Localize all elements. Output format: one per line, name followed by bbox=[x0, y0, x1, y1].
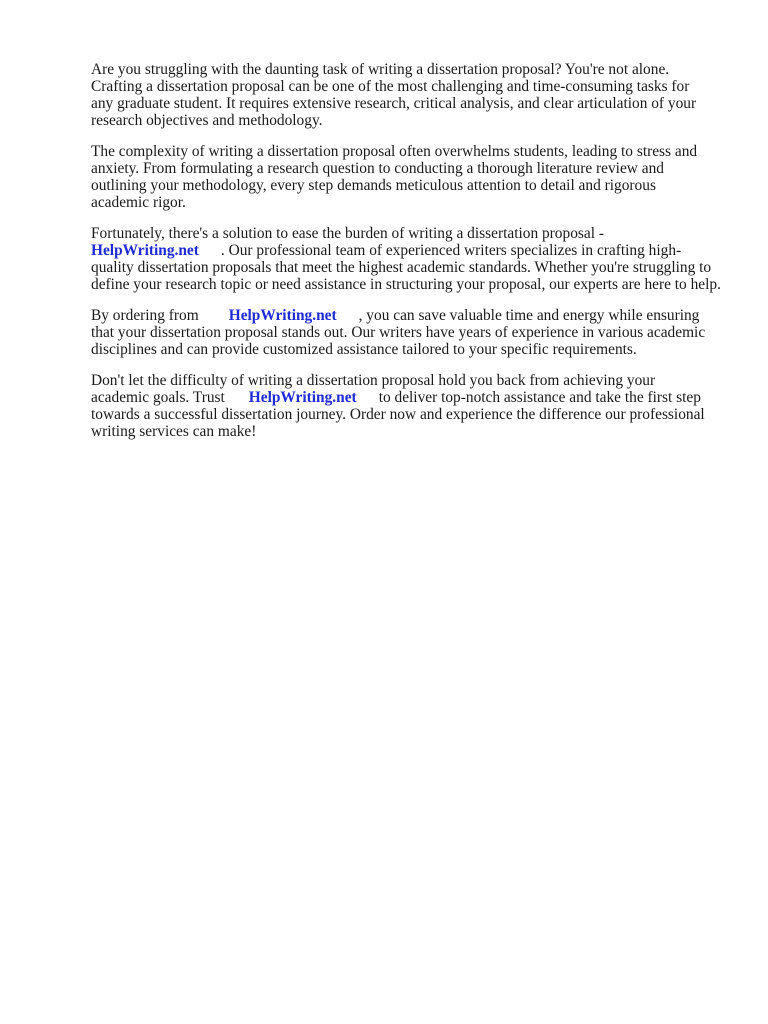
text-line: writing services can make! bbox=[91, 423, 257, 440]
text-line bbox=[91, 242, 731, 259]
text-line bbox=[91, 307, 731, 324]
text-line bbox=[91, 389, 731, 406]
paragraph-intro bbox=[91, 61, 731, 129]
text-line: Are you struggling with the daunting task of writing a dissertation proposal? You're not alone. bbox=[91, 61, 670, 78]
document-body bbox=[91, 61, 731, 454]
text-line: research objectives and methodology. bbox=[91, 112, 323, 129]
text-fragment: . Our professional team of experienced writers specializes in crafting high- bbox=[220, 242, 682, 259]
helpwriting-link[interactable]: HelpWriting.net bbox=[228, 307, 337, 324]
text-line: disciplines and can provide customized assistance tailored to your specific requirements. bbox=[91, 341, 637, 358]
helpwriting-link[interactable]: HelpWriting.net bbox=[91, 242, 199, 259]
paragraph-ordering bbox=[91, 307, 731, 358]
text-line: anxiety. From formulating a research question to conducting a thorough literature review and bbox=[91, 160, 664, 177]
text-line: academic rigor. bbox=[91, 194, 186, 211]
text-line: any graduate student. It requires extensive research, critical analysis, and clear articulation of your bbox=[91, 95, 697, 112]
text-fragment: By ordering from bbox=[91, 307, 199, 324]
text-line: towards a successful dissertation journey. Order now and experience the difference our professional bbox=[91, 406, 705, 423]
helpwriting-link[interactable]: HelpWriting.net bbox=[248, 389, 357, 406]
text-line: that your dissertation proposal stands out. Our writers have years of experience in various academic bbox=[91, 324, 706, 341]
text-line: The complexity of writing a dissertation proposal often overwhelms students, leading to stress and bbox=[91, 143, 698, 160]
text-line: Fortunately, there's a solution to ease the burden of writing a dissertation proposal - bbox=[91, 225, 604, 242]
text-line: outlining your methodology, every step demands meticulous attention to detail and rigorous bbox=[91, 177, 656, 194]
paragraph-closing bbox=[91, 372, 731, 440]
paragraph-solution bbox=[91, 225, 731, 293]
text-line: Crafting a dissertation proposal can be one of the most challenging and time-consuming tasks for bbox=[91, 78, 690, 95]
text-line: Don't let the difficulty of writing a dissertation proposal hold you back from achieving your bbox=[91, 372, 656, 389]
text-line: define your research topic or need assistance in structuring your proposal, our experts are here to help. bbox=[91, 276, 721, 293]
paragraph-complexity bbox=[91, 143, 731, 211]
text-fragment: to deliver top-notch assistance and take the first step bbox=[378, 389, 701, 406]
text-fragment: academic goals. Trust bbox=[91, 389, 225, 406]
text-line: quality dissertation proposals that meet the highest academic standards. Whether you're struggling to bbox=[91, 259, 712, 276]
text-fragment: , you can save valuable time and energy while ensuring bbox=[358, 307, 700, 324]
